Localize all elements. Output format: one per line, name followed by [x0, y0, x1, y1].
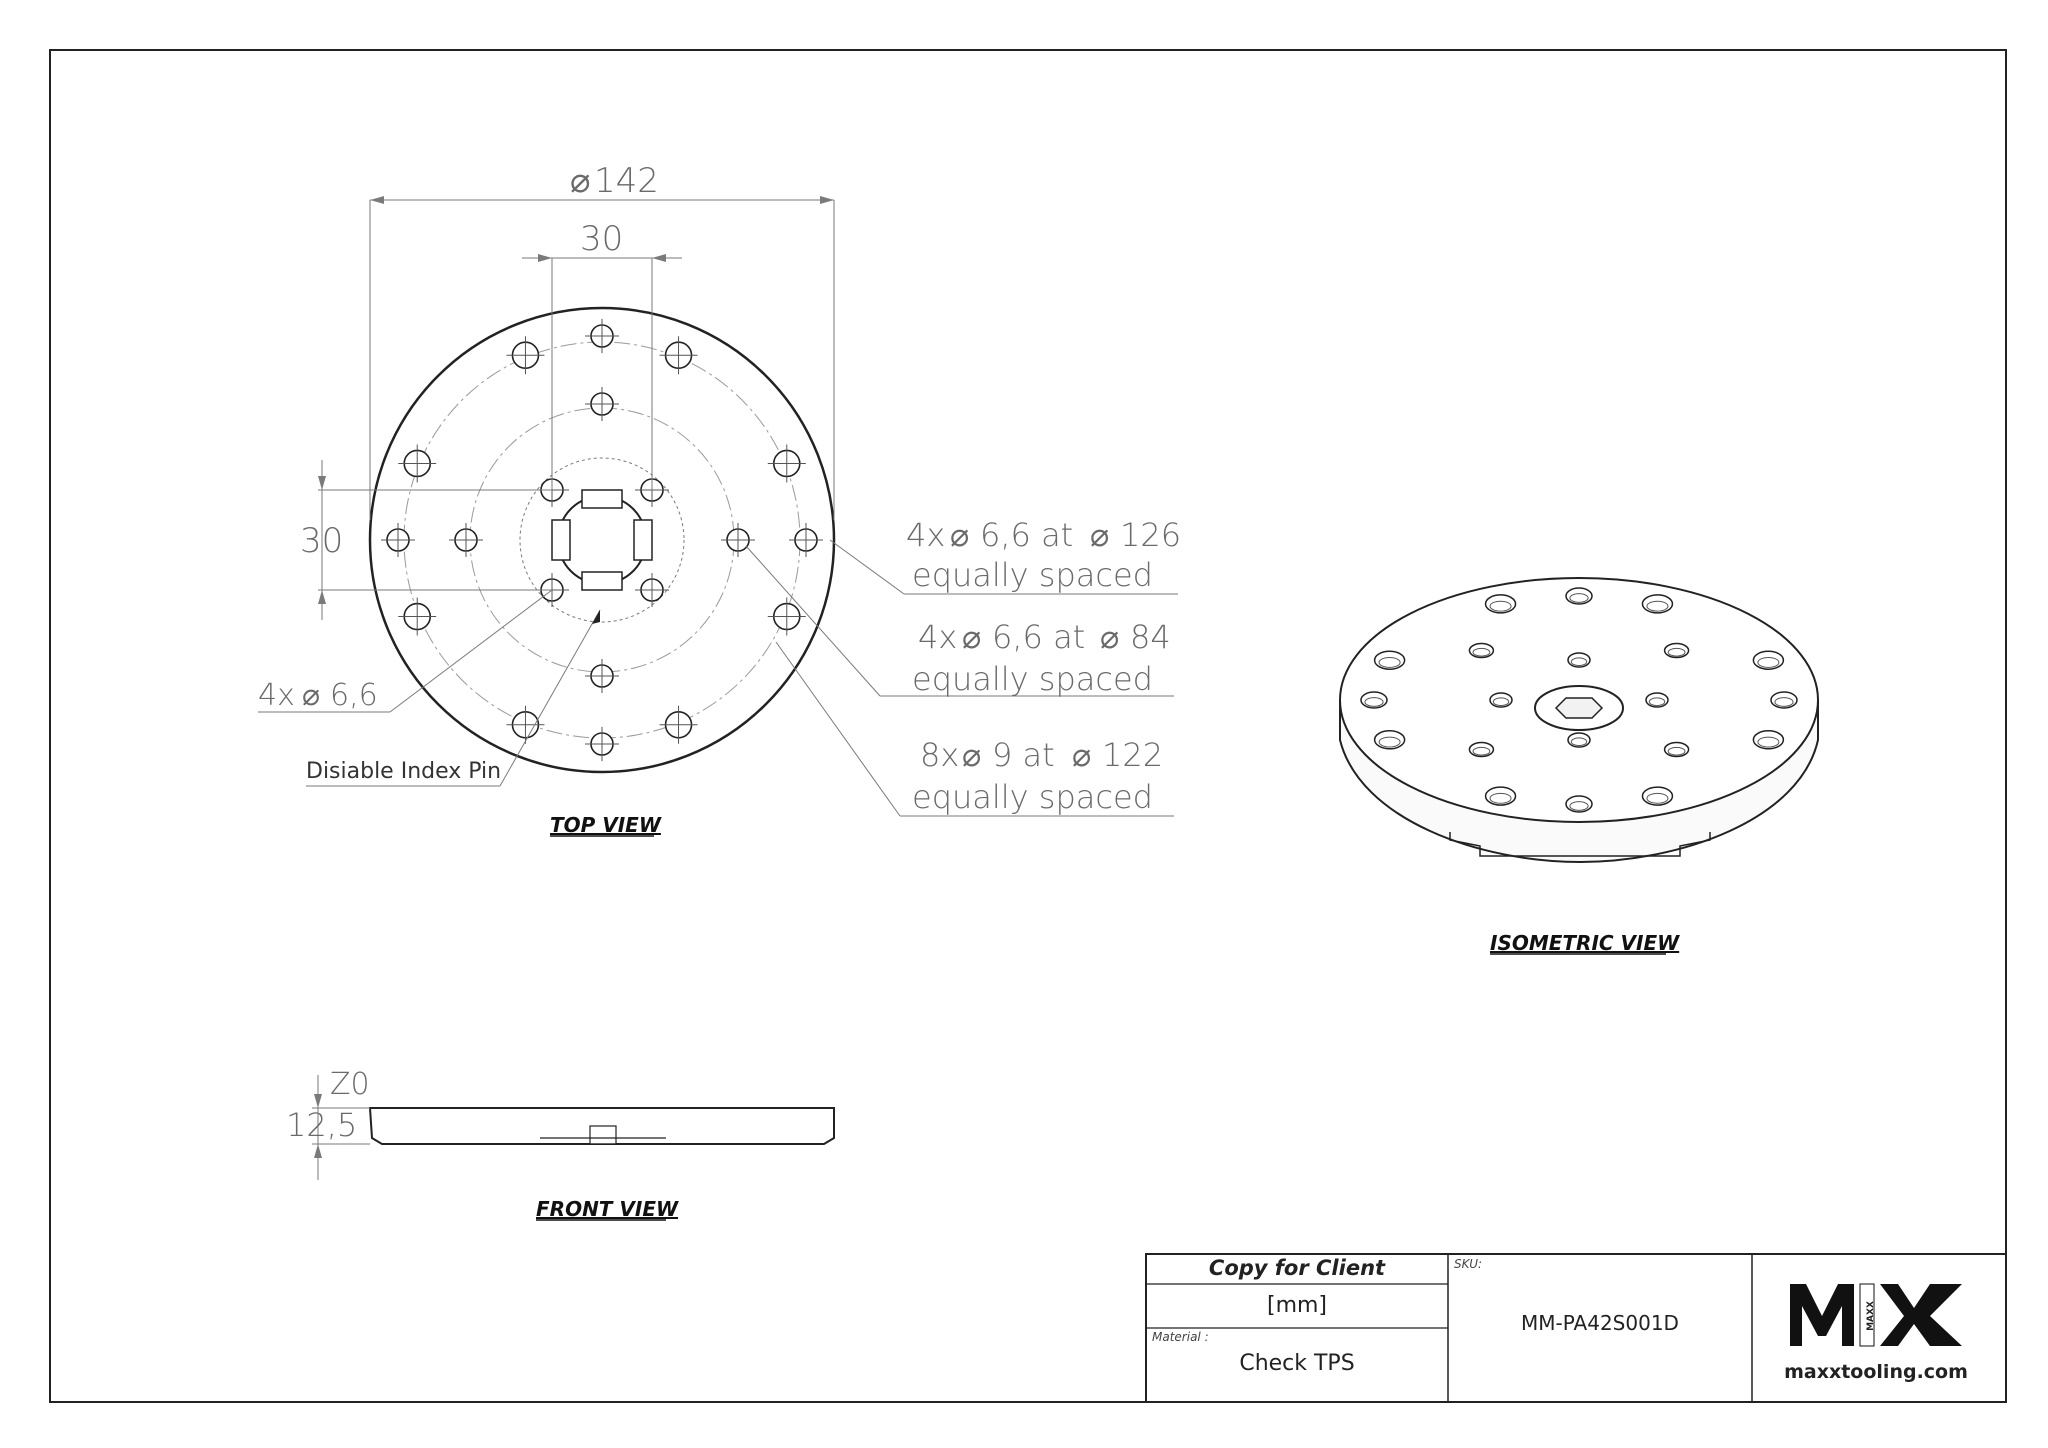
- copy-for-client: Copy for Client: [1208, 1256, 1386, 1280]
- diameter-symbol: ⌀: [302, 678, 321, 713]
- diameter-symbol: ⌀: [962, 736, 982, 774]
- callout1-count: 4x: [906, 516, 946, 554]
- hole-pattern: [381, 319, 823, 761]
- iso-hole: [1566, 796, 1592, 812]
- front-view-title: FRONT VIEW: [536, 1197, 679, 1221]
- dim-30-side: 30: [300, 521, 344, 561]
- iso-hole: [1375, 651, 1405, 669]
- iso-hole: [1361, 692, 1387, 708]
- thickness-dim: 12,5: [286, 1106, 358, 1144]
- arrow-icon: [318, 476, 326, 490]
- hub-slot-left: [552, 520, 570, 560]
- hole-centerline: [660, 706, 698, 744]
- plate-outline: [370, 308, 834, 772]
- iso-hub: [1556, 698, 1602, 718]
- arrow-icon: [370, 196, 384, 204]
- hub-slot-right: [634, 520, 652, 560]
- bolt-circle-84: [470, 408, 734, 672]
- iso-hole: [1568, 653, 1590, 667]
- callout2-bc: 84: [1130, 618, 1171, 656]
- iso-hole: [1469, 742, 1493, 756]
- callout2-size: 6,6 at: [992, 618, 1086, 656]
- callout3-size: 9 at: [992, 736, 1055, 774]
- leader-line: [830, 540, 904, 594]
- diameter-symbol: ⌀: [950, 516, 970, 554]
- hole-centerline: [585, 319, 619, 353]
- iso-hole: [1486, 595, 1516, 613]
- center-bore: [558, 496, 646, 584]
- top-view: [258, 161, 1181, 837]
- iso-hole: [1771, 692, 1797, 708]
- hole-centerline: [449, 523, 483, 557]
- callout3-count: 8x: [920, 736, 960, 774]
- dim-142: 142: [594, 161, 659, 201]
- callout1-spacing: equally spaced: [912, 556, 1153, 594]
- hole-centerline: [660, 336, 698, 374]
- hole-centerline: [506, 336, 544, 374]
- iso-hole: [1566, 588, 1592, 604]
- note-4x: 4x: [258, 678, 295, 713]
- hole-centerline: [506, 706, 544, 744]
- iso-hole: [1753, 731, 1783, 749]
- diameter-symbol: ⌀: [1072, 736, 1092, 774]
- iso-hole: [1642, 787, 1672, 805]
- diameter-symbol: ⌀: [962, 618, 982, 656]
- iso-hole: [1568, 733, 1590, 747]
- hole-centerline: [721, 523, 755, 557]
- iso-hole: [1753, 651, 1783, 669]
- top-view-title: TOP VIEW: [550, 813, 661, 837]
- arrow-icon: [538, 254, 552, 262]
- hole-centerline: [398, 598, 436, 636]
- z0-label: Z0: [330, 1067, 370, 1102]
- note-66: 6,6: [330, 678, 378, 713]
- dim-diameter-symbol: ⌀: [570, 161, 591, 201]
- callout2-spacing: equally spaced: [912, 660, 1153, 698]
- website: maxxtooling.com: [1784, 1361, 1968, 1383]
- front-index-pin: [590, 1126, 616, 1144]
- iso-view-title: ISOMETRIC VIEW: [1490, 931, 1680, 955]
- iso-hole: [1665, 742, 1689, 756]
- iso-hole: [1642, 595, 1672, 613]
- hole-centerline: [585, 727, 619, 761]
- iso-hole: [1375, 731, 1405, 749]
- logo-small-text: MAXX: [1866, 1301, 1876, 1331]
- sku-label: SKU:: [1454, 1257, 1483, 1271]
- units-label: [mm]: [1266, 1293, 1328, 1318]
- front-view: [286, 1067, 834, 1221]
- material-value: Check TPS: [1239, 1351, 1355, 1376]
- arrow-icon: [820, 196, 834, 204]
- index-pin-label: Disiable Index Pin: [306, 759, 502, 784]
- isometric-view: [1340, 578, 1818, 955]
- hole-centerline: [768, 598, 806, 636]
- iso-hole: [1469, 644, 1493, 658]
- material-label: Material :: [1152, 1330, 1209, 1344]
- leader-line: [500, 610, 600, 786]
- hub-slot-bottom: [582, 572, 622, 590]
- iso-hole: [1646, 693, 1668, 707]
- hole-centerline: [768, 444, 806, 482]
- hole-centerline: [398, 444, 436, 482]
- iso-hole: [1490, 693, 1512, 707]
- iso-hole: [1665, 644, 1689, 658]
- hub-slot-top: [582, 490, 622, 508]
- hole-centerline: [789, 523, 823, 557]
- callout1-size: 6,6 at: [980, 516, 1074, 554]
- leader-line: [746, 546, 880, 696]
- callout2-count: 4x: [918, 618, 958, 656]
- dim-30-top: 30: [580, 219, 624, 259]
- arrow-icon: [314, 1144, 322, 1158]
- hole-centerline: [635, 573, 669, 607]
- diameter-symbol: ⌀: [1090, 516, 1110, 554]
- hole-centerline: [381, 523, 415, 557]
- sku-value: MM-PA42S001D: [1521, 1311, 1679, 1335]
- diameter-symbol: ⌀: [1100, 618, 1120, 656]
- arrow-icon: [318, 590, 326, 604]
- leader-line: [776, 642, 900, 816]
- callout3-bc: 122: [1102, 736, 1164, 774]
- hole-centerline: [585, 659, 619, 693]
- iso-hole: [1486, 787, 1516, 805]
- title-block: [1146, 1254, 2006, 1402]
- callout3-spacing: equally spaced: [912, 778, 1153, 816]
- callout1-bc: 126: [1120, 516, 1182, 554]
- arrow-icon: [652, 254, 666, 262]
- hole-centerline: [585, 387, 619, 421]
